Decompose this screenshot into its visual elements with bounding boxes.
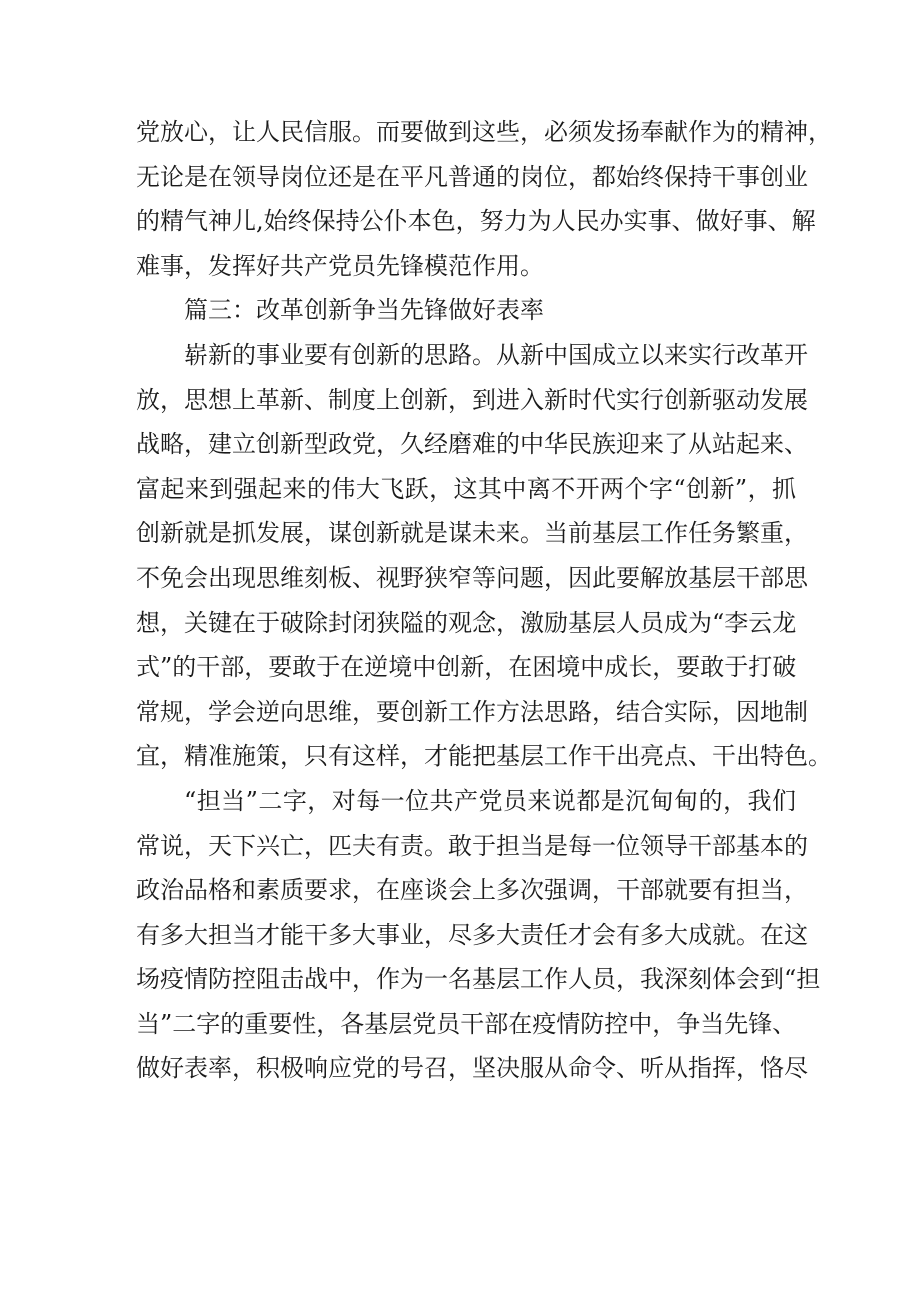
text-line: 不免会出现思维刻板、视野狭窄等问题，因此要解放基层干部思 xyxy=(136,563,808,592)
text-line: 想，关键在于破除封闭狭隘的观念，激励基层人员成为“李云龙 xyxy=(136,608,797,637)
text-line: 宜，精准施策，只有这样，才能把基层工作干出亮点、干出特色。 xyxy=(136,742,832,771)
heading-text: 篇三：改革创新争当先锋做好表率 xyxy=(184,296,544,325)
text-line: 的精气神儿,始终保持公仆本色，努力为人民办实事、做好事、解 xyxy=(136,207,816,236)
text-line: 当”二字的重要性，各基层党员干部在疫情防控中，争当先锋、 xyxy=(136,1009,797,1038)
text-line: “担当”二字，对每一位共产党员来说都是沉甸甸的，我们 xyxy=(184,786,796,815)
text-line: 有多大担当才能干多大事业，尽多大责任才会有多大成就。在这 xyxy=(136,920,808,949)
section-heading xyxy=(136,288,796,333)
text-line: 场疫情防控阻击战中，作为一名基层工作人员，我深刻体会到“担 xyxy=(136,965,821,994)
paragraph-responsibility xyxy=(136,779,821,1091)
text-line: 常规，学会逆向思维，要创新工作方法思路，结合实际，因地制 xyxy=(136,697,808,726)
text-line: 式”的干部，要敢于在逆境中创新，在困境中成长，要敢于打破 xyxy=(136,653,797,682)
text-line: 做好表率，积极响应党的号召，坚决服从命令、听从指挥，恪尽 xyxy=(136,1054,808,1083)
paragraph-innovation xyxy=(136,333,832,779)
text-line: 创新就是抓发展，谋创新就是谋未来。当前基层工作任务繁重， xyxy=(136,519,808,548)
text-line: 党放心，让人民信服。而要做到这些，必须发扬奉献作为的精神， xyxy=(136,118,832,146)
document-body xyxy=(136,110,832,1091)
text-line: 难事，发挥好共产党员先锋模范作用。 xyxy=(136,251,544,280)
text-line: 政治品格和素质要求，在座谈会上多次强调，干部就要有担当， xyxy=(136,876,808,905)
text-line: 无论是在领导岗位还是在平凡普通的岗位，都始终保持干事创业 xyxy=(136,162,808,191)
text-line: 战略，建立创新型政党，久经磨难的中华民族迎来了从站起来、 xyxy=(136,430,808,459)
text-line: 崭新的事业要有创新的思路。从新中国成立以来实行改革开 xyxy=(184,340,808,369)
text-line: 富起来到强起来的伟大飞跃，这其中离不开两个字“创新”，抓 xyxy=(136,474,796,503)
paragraph-intro xyxy=(136,110,832,288)
text-line: 常说，天下兴亡，匹夫有责。敢于担当是每一位领导干部基本的 xyxy=(136,831,808,860)
text-line: 放，思想上革新、制度上创新，到进入新时代实行创新驱动发展 xyxy=(136,385,808,414)
